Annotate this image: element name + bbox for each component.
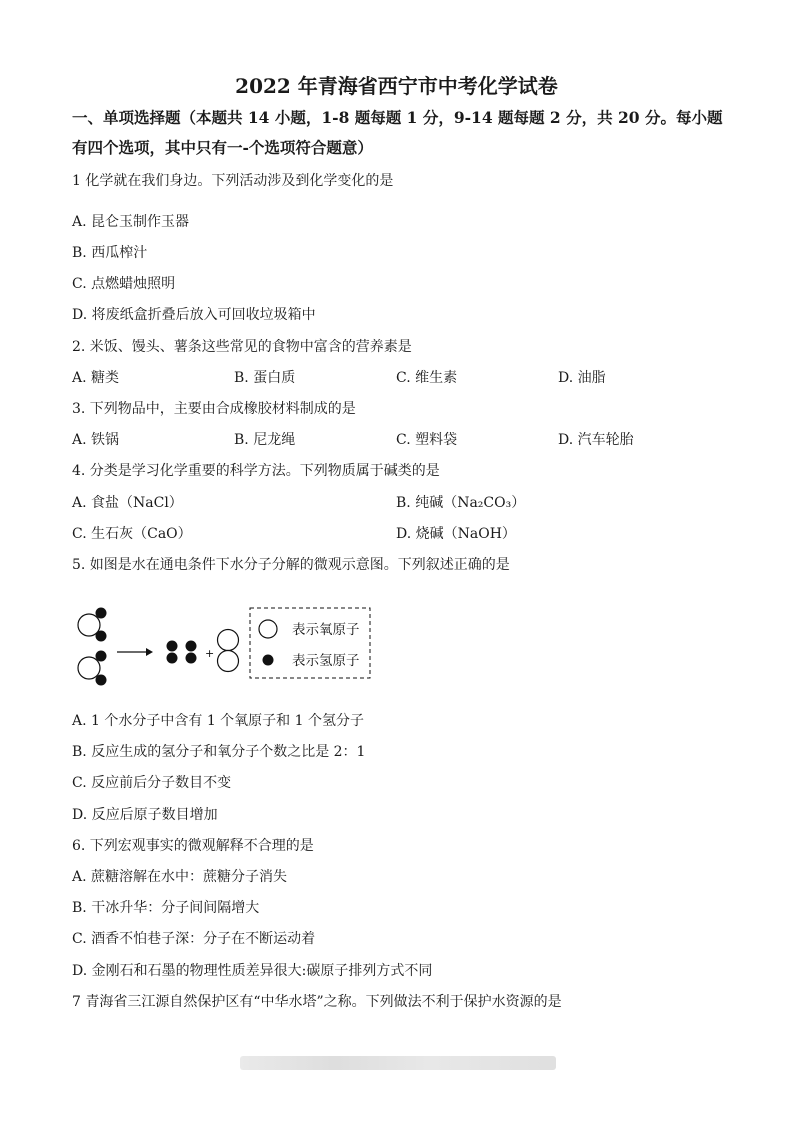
question-1-option-a: A. 昆仑玉制作玉器 bbox=[72, 214, 190, 230]
question-5-option-d: D. 反应后原子数目增加 bbox=[72, 807, 218, 823]
question-3-option-c: C. 塑料袋 bbox=[396, 432, 458, 448]
question-5-stem: 5. 如图是水在通电条件下水分子分解的微观示意图。下列叙述正确的是 bbox=[72, 557, 510, 573]
question-1-option-b: B. 西瓜榨汁 bbox=[72, 245, 148, 261]
water-molecule-icon bbox=[78, 651, 107, 686]
question-2-stem: 2. 米饭、馒头、薯条这些常见的食物中富含的营养素是 bbox=[72, 339, 412, 355]
water-molecule-icon bbox=[78, 608, 107, 642]
question-5-option-b: B. 反应生成的氢分子和氧分子个数之比是 2：1 bbox=[72, 744, 366, 760]
blurred-footer-watermark bbox=[240, 1056, 556, 1070]
question-6-option-d: D. 金刚石和石墨的物理性质差异很大:碳原子排列方式不同 bbox=[72, 963, 433, 979]
question-5-option-c: C. 反应前后分子数目不变 bbox=[72, 775, 232, 791]
oxygen-molecule-icon bbox=[218, 630, 239, 672]
question-3-option-d: D. 汽车轮胎 bbox=[558, 432, 634, 448]
question-3-option-a: A. 铁锅 bbox=[72, 432, 120, 448]
question-4-option-c: C. 生石灰（CaO） bbox=[72, 526, 192, 542]
hydrogen-molecule-icon bbox=[167, 641, 178, 664]
question-2-option-d: D. 油脂 bbox=[558, 370, 606, 386]
hydrogen-molecule-icon bbox=[186, 641, 197, 664]
question-2-option-c: C. 维生素 bbox=[396, 370, 458, 386]
question-4-option-a: A. 食盐（NaCl） bbox=[72, 495, 183, 511]
question-3-stem: 3. 下列物品中，主要由合成橡胶材料制成的是 bbox=[72, 401, 356, 417]
section-heading: 一、单项选择题（本题共 14 小题，1-8 题每题 1 分，9-14 题每题 2 分，共 20 分。每小题有四个选项，其中只有一-个选项符合题意） bbox=[72, 108, 723, 157]
question-6-option-a: A. 蔗糖溶解在水中：蔗糖分子消失 bbox=[72, 869, 288, 885]
reaction-arrow-icon bbox=[117, 648, 153, 656]
question-1-option-d: D. 将废纸盒折叠后放入可回收垃圾箱中 bbox=[72, 307, 316, 323]
question-1-option-c: C. 点燃蜡烛照明 bbox=[72, 276, 176, 292]
question-7-stem: 7 青海省三江源自然保护区有“中华水塔”之称。下列做法不利于保护水资源的是 bbox=[72, 994, 562, 1010]
question-4-stem: 4. 分类是学习化学重要的科学方法。下列物质属于碱类的是 bbox=[72, 463, 440, 479]
question-6-stem: 6. 下列宏观事实的微观解释不合理的是 bbox=[72, 838, 314, 854]
legend-oxygen-label: 表示氧原子 bbox=[292, 622, 360, 638]
oxygen-atom-icon bbox=[259, 620, 277, 638]
question-4-option-b: B. 纯碱（Na₂CO₃） bbox=[396, 495, 526, 511]
question-4-option-d: D. 烧碱（NaOH） bbox=[396, 526, 516, 542]
question-5-option-a: A. 1 个水分子中含有 1 个氧原子和 1 个氢分子 bbox=[72, 713, 364, 729]
hydrogen-atom-icon bbox=[263, 655, 274, 666]
question-6-option-c: C. 酒香不怕巷子深：分子在不断运动着 bbox=[72, 931, 316, 947]
question-1-stem: 1 化学就在我们身边。下列活动涉及到化学变化的是 bbox=[72, 173, 394, 189]
question-6-option-b: B. 干冰升华：分子间间隔增大 bbox=[72, 900, 260, 916]
page-title: 2022 年青海省西宁市中考化学试卷 bbox=[235, 74, 558, 98]
question-2-option-b: B. 蛋白质 bbox=[234, 370, 296, 386]
question-3-option-b: B. 尼龙绳 bbox=[234, 432, 296, 448]
legend-hydrogen-label: 表示氢原子 bbox=[292, 653, 360, 669]
plus-sign: + bbox=[205, 647, 215, 660]
water-electrolysis-diagram bbox=[72, 600, 382, 700]
question-2-option-a: A. 糖类 bbox=[72, 370, 120, 386]
